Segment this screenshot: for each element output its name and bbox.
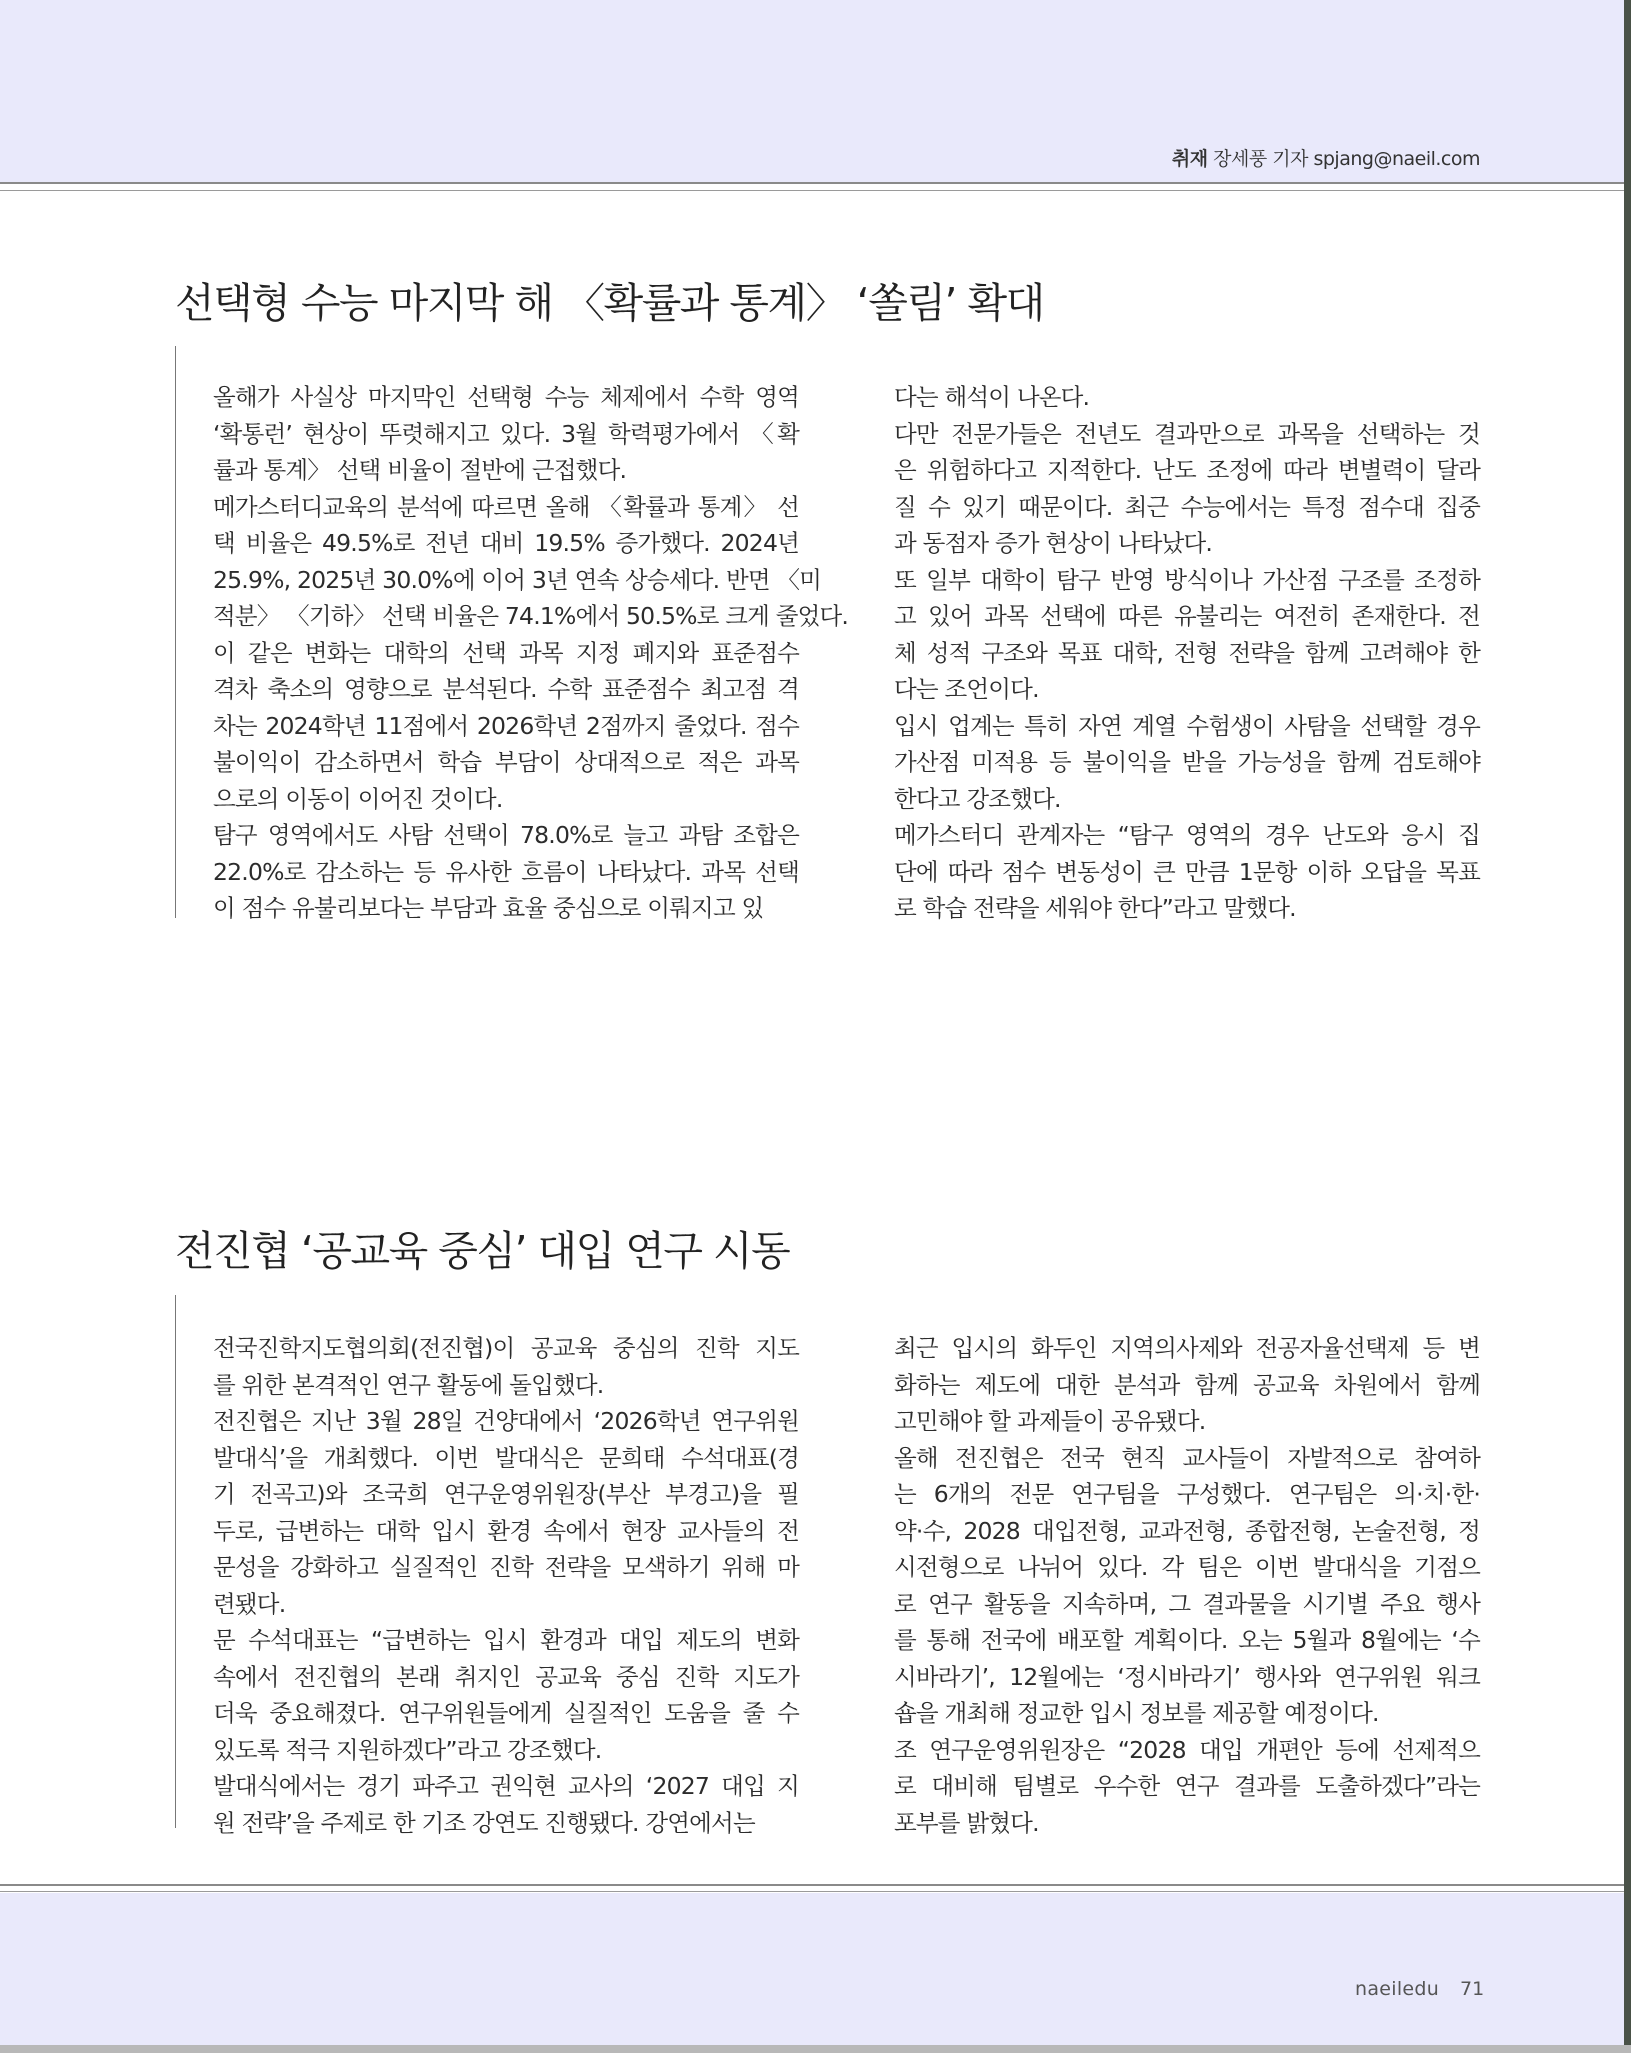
text-line: 단에 따라 점수 변동성이 큰 만큼 1문항 이하 오답을 목표	[894, 857, 1480, 886]
footer-divider	[0, 1884, 1624, 1886]
text-line: 또 일부 대학이 탐구 반영 방식이나 가산점 구조를 조정하	[894, 565, 1480, 594]
byline	[1172, 144, 1480, 171]
text-line: 질 수 있기 때문이다. 최근 수능에서는 특정 점수대 집중	[894, 492, 1480, 521]
text-line: 를 통해 전국에 배포할 계획이다. 오는 5월과 8월에는 ‘수	[894, 1626, 1480, 1654]
text-line: 22.0%로 감소하는 등 유사한 흐름이 나타났다. 과목 선택	[213, 857, 799, 886]
text-line: 포부를 밝혔다.	[894, 1808, 1039, 1837]
byline-text: 장세풍 기자 spjang@naeil.com	[1213, 148, 1480, 170]
article-1-column-left	[213, 379, 849, 927]
text-line: 택 비율은 49.5%로 전년 대비 19.5% 증가했다. 2024년	[213, 529, 799, 557]
article-1-title: 선택형 수능 마지막 해 〈확률과 통계〉 ‘쏠림’ 확대	[175, 279, 1044, 327]
paragraph	[894, 708, 1480, 818]
text-line: 로 연구 활동을 지속하며, 그 결과물을 시기별 주요 행사	[894, 1589, 1480, 1618]
text-line: 과 동점자 증가 현상이 나타났다.	[894, 529, 1213, 557]
article-2-title: 전진협 ‘공교육 중심’ 대입 연구 시동	[175, 1227, 790, 1275]
paragraph	[894, 379, 1480, 416]
paragraph	[213, 1330, 799, 1403]
text-line: 최근 입시의 화두인 지역의사제와 전공자율선택제 등 변	[894, 1334, 1480, 1362]
text-line: 전국진학지도협의회(전진협)이 공교육 중심의 진학 지도	[213, 1334, 799, 1362]
text-line: 발대식’을 개최했다. 이번 발대식은 문희태 수석대표(경	[213, 1443, 799, 1472]
text-line: 는 6개의 전문 연구팀을 구성했다. 연구팀은 의·치·한·	[894, 1480, 1480, 1508]
text-line: 은 위험하다고 지적한다. 난도 조정에 따라 변별력이 달라	[894, 456, 1480, 484]
paragraph	[894, 562, 1480, 708]
text-line: 메가스터디교육의 분석에 따르면 올해 〈확률과 통계〉 선	[213, 492, 799, 521]
text-line: 이 같은 변화는 대학의 선택 과목 지정 폐지와 표준점수	[213, 638, 799, 667]
text-line: 불이익이 감소하면서 학습 부담이 상대적으로 적은 과목	[213, 748, 799, 776]
text-line: 문성을 강화하고 실질적인 진학 전략을 모색하기 위해 마	[213, 1553, 799, 1581]
text-line: 고 있어 과목 선택에 따른 유불리는 여전히 존재한다. 전	[894, 602, 1480, 630]
text-line: 올해가 사실상 마지막인 선택형 수능 체제에서 수학 영역	[213, 383, 799, 411]
text-line: 격차 축소의 영향으로 분석된다. 수학 표준점수 최고점 격	[213, 675, 799, 703]
header-divider-thin	[0, 190, 1624, 191]
footer-brand: naeiledu	[1355, 1978, 1440, 2000]
text-line: 시전형으로 나뉘어 있다. 각 팀은 이번 발대식을 기점으	[894, 1553, 1480, 1581]
article-2-column-right	[894, 1330, 1480, 1841]
text-line: 률과 통계〉 선택 비율이 절반에 근접했다.	[213, 456, 627, 484]
article-1-column-right	[894, 379, 1480, 927]
text-line: 를 위한 본격적인 연구 활동에 돌입했다.	[213, 1370, 604, 1399]
text-line: 한다고 강조했다.	[894, 784, 1061, 813]
paragraph	[213, 1403, 799, 1622]
text-line: 으로의 이동이 이어진 것이다.	[213, 784, 503, 813]
footer-band	[0, 1893, 1624, 2045]
paragraph	[213, 817, 799, 927]
paragraph	[894, 1440, 1480, 1732]
paragraph	[213, 379, 799, 489]
text-line: ‘확통런’ 현상이 뚜렷해지고 있다. 3월 학력평가에서 〈확	[213, 419, 799, 448]
text-line: 차는 2024학년 11점에서 2026학년 2점까지 줄었다. 점수	[213, 711, 799, 740]
text-line: 기 전곡고)와 조국희 연구운영위원장(부산 부경고)을 필	[213, 1480, 799, 1508]
text-line: 문 수석대표는 “급변하는 입시 환경과 대입 제도의 변화	[213, 1626, 799, 1654]
header-divider	[0, 182, 1624, 184]
text-line: 다만 전문가들은 전년도 결과만으로 과목을 선택하는 것	[894, 419, 1480, 448]
page-edge	[1624, 0, 1631, 2053]
text-line: 더욱 중요해졌다. 연구위원들에게 실질적인 도움을 줄 수	[213, 1699, 799, 1727]
text-line: 련됐다.	[213, 1589, 286, 1618]
paragraph	[894, 817, 1480, 927]
text-line: 이 점수 유불리보다는 부담과 효율 중심으로 이뤄지고 있	[213, 894, 764, 922]
text-line: 탐구 영역에서도 사탐 선택이 78.0%로 늘고 과탐 조합은	[213, 821, 799, 849]
text-line: 약·수, 2028 대입전형, 교과전형, 종합전형, 논술전형, 정	[894, 1516, 1480, 1545]
paragraph	[213, 489, 849, 818]
text-line: 메가스터디 관계자는 “탐구 영역의 경우 난도와 응시 집	[894, 821, 1480, 849]
text-line: 두로, 급변하는 대학 입시 환경 속에서 현장 교사들의 전	[213, 1516, 799, 1545]
text-line: 다는 해석이 나온다.	[894, 383, 1090, 411]
text-line: 있도록 적극 지원하겠다”라고 강조했다.	[213, 1735, 602, 1764]
page-number: 71	[1460, 1978, 1485, 2000]
paragraph	[894, 1330, 1480, 1440]
text-line: 조 연구운영위원장은 “2028 대입 개편안 등에 선제적으	[894, 1735, 1480, 1764]
text-line: 로 대비해 팀별로 우수한 연구 결과를 도출하겠다”라는	[894, 1772, 1480, 1800]
text-line: 다는 조언이다.	[894, 675, 1039, 703]
page-edge-bottom	[0, 2045, 1631, 2053]
text-line: 가산점 미적용 등 불이익을 받을 가능성을 함께 검토해야	[894, 748, 1480, 776]
paragraph	[894, 1732, 1480, 1842]
article-1-rule	[175, 346, 176, 918]
text-line: 시바라기’, 12월에는 ‘정시바라기’ 행사와 연구위원 워크	[894, 1662, 1480, 1691]
text-line: 숍을 개최해 정교한 입시 정보를 제공할 예정이다.	[894, 1699, 1379, 1727]
text-line: 적분〉 〈기하〉 선택 비율은 74.1%에서 50.5%로 크게 줄었다.	[213, 602, 849, 630]
text-line: 25.9%, 2025년 30.0%에 이어 3년 연속 상승세다. 반면 〈미	[213, 565, 822, 594]
text-line: 화하는 제도에 대한 분석과 함께 공교육 차원에서 함께	[894, 1370, 1480, 1399]
text-line: 전진협은 지난 3월 28일 건양대에서 ‘2026학년 연구위원	[213, 1407, 799, 1435]
paragraph	[213, 1768, 799, 1841]
text-line: 원 전략’을 주제로 한 기조 강연도 진행됐다. 강연에서는	[213, 1808, 755, 1837]
text-line: 올해 전진협은 전국 현직 교사들이 자발적으로 참여하	[894, 1443, 1480, 1472]
text-line: 입시 업계는 특히 자연 계열 수험생이 사탐을 선택할 경우	[894, 711, 1480, 740]
footer-divider-thin	[0, 1891, 1624, 1892]
byline-label: 취재	[1171, 148, 1208, 170]
article-2-column-left	[213, 1330, 799, 1841]
paragraph	[213, 1622, 799, 1768]
text-line: 속에서 전진협의 본래 취지인 공교육 중심 진학 지도가	[213, 1662, 799, 1691]
article-2-rule	[175, 1295, 176, 1828]
text-line: 로 학습 전략을 세워야 한다”라고 말했다.	[894, 894, 1296, 922]
paragraph	[894, 416, 1480, 562]
text-line: 고민해야 할 과제들이 공유됐다.	[894, 1407, 1206, 1435]
text-line: 체 성적 구조와 목표 대학, 전형 전략을 함께 고려해야 한	[894, 638, 1480, 667]
text-line: 발대식에서는 경기 파주고 권익현 교사의 ‘2027 대입 지	[213, 1772, 799, 1800]
